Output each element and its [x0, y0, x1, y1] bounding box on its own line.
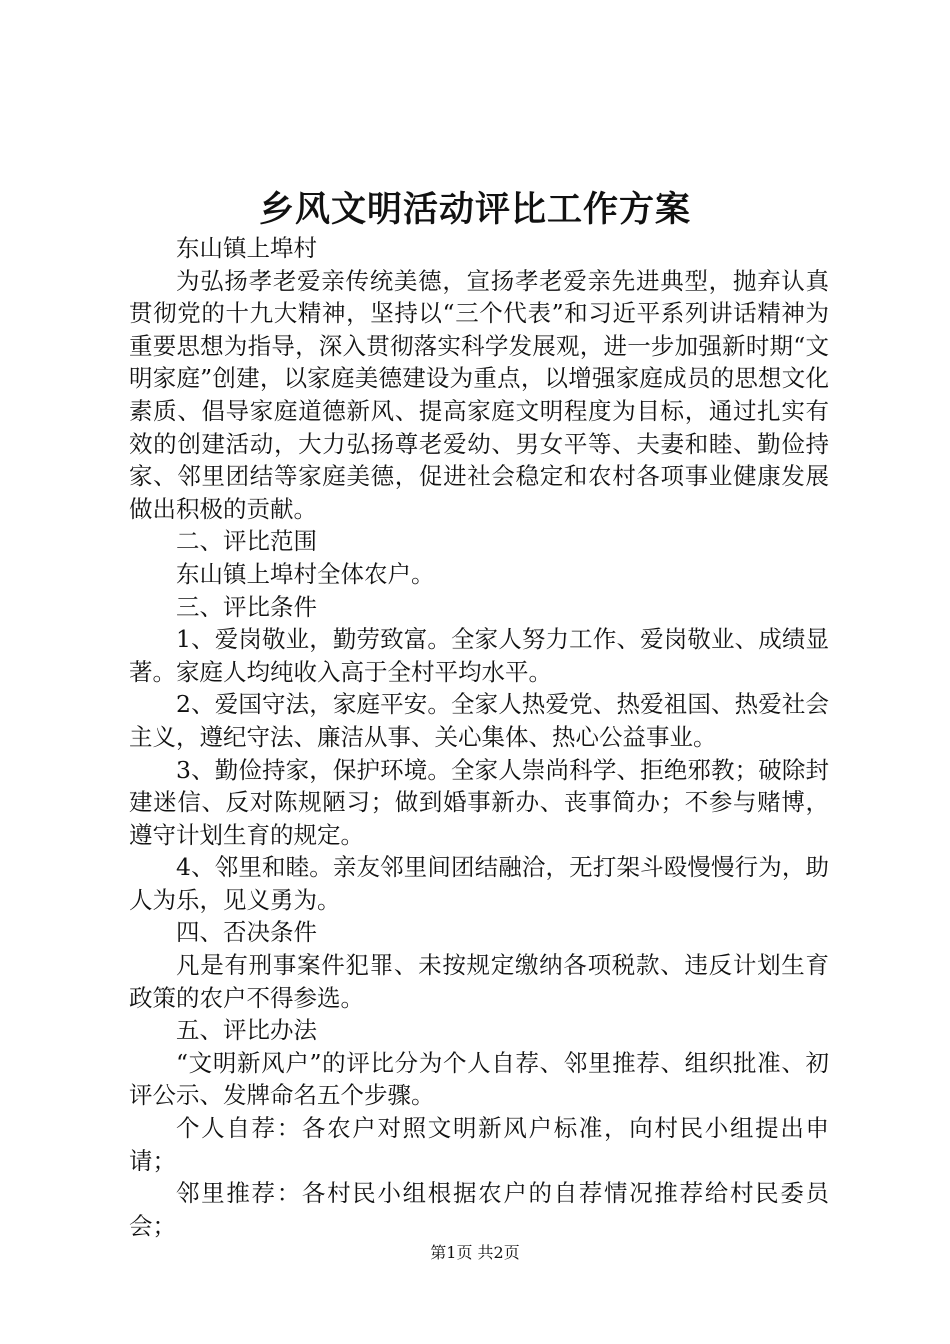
paragraph-location: 东山镇上埠村 [176, 234, 317, 262]
paragraph-condition-2: 2、爱国守法，家庭平安。全家人热爱党、热爱祖国、热爱社会主义，遵纪守法、廉洁从事、关心集体、热心公益事业。 [129, 690, 829, 751]
paragraph-condition-3: 3、勤俭持家，保护环境。全家人崇尚科学、拒绝邪教；破除封建迷信、反对陈规陋习；做到婚事新办、丧事简办；不参与赌博，遵守计划生育的规定。 [129, 755, 829, 849]
paragraph-condition-4: 4、邻里和睦。亲友邻里间团结融洽，无打架斗殴慢慢行为，助人为乐，见义勇为。 [129, 853, 829, 914]
page-footer: 第1页 共2页 [430, 1243, 520, 1262]
paragraph-neighbor-recommend: 邻里推荐：各村民小组根据农户的自荐情况推荐给村民委员会； [129, 1179, 829, 1240]
paragraph-veto: 凡是有刑事案件犯罪、未按规定缴纳各项税款、违反计划生育政策的农户不得参选。 [129, 951, 829, 1012]
paragraph-method: “文明新风户”的评比分为个人自荐、邻里推荐、组织批准、初评公示、发牌命名五个步骤。 [129, 1048, 829, 1110]
document-body [129, 232, 829, 1242]
paragraph-scope: 东山镇上埠村全体农户。 [176, 559, 435, 588]
section-heading-conditions: 三、评比条件 [176, 592, 317, 621]
section-heading-method: 五、评比办法 [176, 1016, 317, 1045]
section-heading-veto: 四、否决条件 [176, 918, 317, 947]
document-title: 乡风文明活动评比工作方案 [258, 189, 691, 230]
paragraph-self-recommend: 个人自荐：各农户对照文明新风户标准，向村民小组提出申请； [129, 1114, 829, 1175]
section-heading-scope: 二、评比范围 [176, 527, 317, 556]
paragraph-condition-1: 1、爱岗敬业，勤劳致富。全家人努力工作、爱岗敬业、成绩显著。家庭人均纯收入高于全村平均水平。 [129, 625, 829, 686]
paragraph-intro: 为弘扬孝老爱亲传统美德，宣扬孝老爱亲先进典型，抛弃认真贯彻党的十九大精神，坚持以“三个代表”和习近平系列讲话精神为重要思想为指导，深入贯彻落实科学发展观，进一步加强新时期“文明家庭”创建，以家庭美德建设为重点，以增强家庭成员的思想文化素质、倡导家庭道德新风、提高家庭文明程度为目标，通过扎实有效的创建活动，大力弘扬尊老爱幼、男女平等、夫妻和睦、勤俭持家、邻里团结等家庭美德，促进社会稳定和农村各项事业健康发展做出积极的贡献。 [129, 266, 829, 523]
